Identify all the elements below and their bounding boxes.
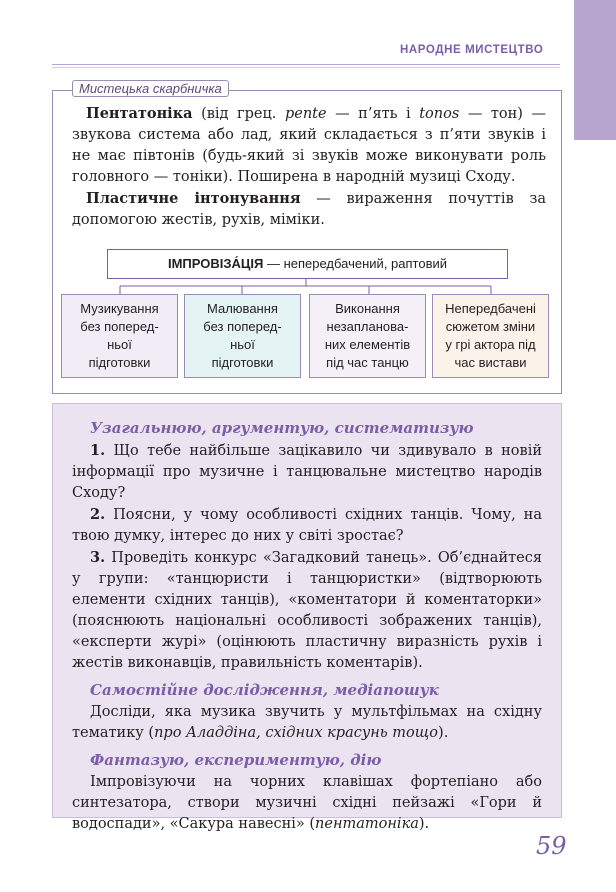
task-italic: пентатоніка [315, 816, 419, 832]
question-number: 3. [90, 549, 106, 566]
definition-text: (від грец. [192, 106, 285, 122]
question-1 [72, 440, 542, 504]
definition-text: — тон) — звукова система або лад, який складається з п’яти звуків і не має півтонів (будь-який зі звуків може виконувати роль головного — тоніки). Поширена в народній музиці Сходу. [72, 106, 547, 185]
diagram-box-music: Музикування без поперед- ньої підготовки [61, 294, 178, 378]
term-plastic-intonation: Пластичне інтонування [86, 190, 301, 207]
diagram-box-acting: Непередбачені сюжетом зміни у грі актора під час вистави [432, 294, 549, 378]
question-number: 2. [90, 506, 106, 523]
page-number: 59 [536, 832, 567, 860]
term-pentatonic: Пентатоніка [86, 105, 193, 122]
heading-research: Самостійне дослідження, медіапошук [90, 681, 439, 699]
question-3 [72, 547, 542, 674]
art-treasury-label: Мистецька скарбничка [72, 80, 229, 97]
research-task [72, 702, 542, 744]
task-text: Досліди, яка музика звучить у мультфільмах на східну тематику ( [72, 704, 542, 741]
heading-generalize: Узагальнюю, аргументую, систематизую [90, 419, 474, 437]
question-text: Поясни, у чому особливості східних танців. Чому, на твою думку, інтерес до них у світі зростає? [72, 507, 542, 544]
questions-text [72, 418, 542, 835]
definition-text: — п’ять і [326, 106, 420, 122]
fantasy-task [72, 772, 542, 835]
diagram-box-drawing: Малювання без поперед- ньої підготовки [184, 294, 301, 378]
task-text: ). [418, 816, 430, 832]
term-improvisation: ІМПРОВІЗА́ЦІЯ [167, 256, 264, 271]
definition-text: — вираження почуттів за допомогою жестів, рухів, міміки. [72, 191, 546, 228]
task-italic: про Аладдіна, східних красунь тощо [154, 725, 439, 741]
question-2 [72, 504, 542, 547]
improvisation-box [107, 249, 508, 279]
improvisation-definition: — непередбачений, раптовий [263, 256, 448, 271]
greek-word: tonos [419, 106, 460, 122]
diagram-box-dance: Виконання незапланова- них елементів під час танцю [309, 294, 426, 378]
question-text: Що тебе найбільше зацікавило чи здивувало в новій інформації про музичне і танцювальне мистецтво народів Сходу? [72, 443, 542, 501]
section-title: НАРОДНЕ МИСТЕЦТВО [400, 44, 544, 56]
question-number: 1. [90, 442, 106, 459]
heading-fantasy: Фантазую, експериментую, дію [90, 751, 382, 769]
question-text: Проведіть конкурс «Загадковий танець». Об’єднайтеся у групи: «танцюристи і танцюристки» (відтворюють елементи східних танців), «коментатори й коментаторки» (пояснюють національні особливості зображених танців), «експерти журі» (оцінюють пластичну виразність рухів і жестів виконавців, правильність коментарів). [72, 550, 542, 671]
task-text: Імпровізуючи на чорних клавішах фортепіано або синтезатора, створи музичні східні пейзажі «Гори й водоспади», «Сакура навесні» ( [72, 774, 542, 832]
greek-word: pente [284, 106, 327, 122]
task-text: ). [438, 725, 449, 741]
